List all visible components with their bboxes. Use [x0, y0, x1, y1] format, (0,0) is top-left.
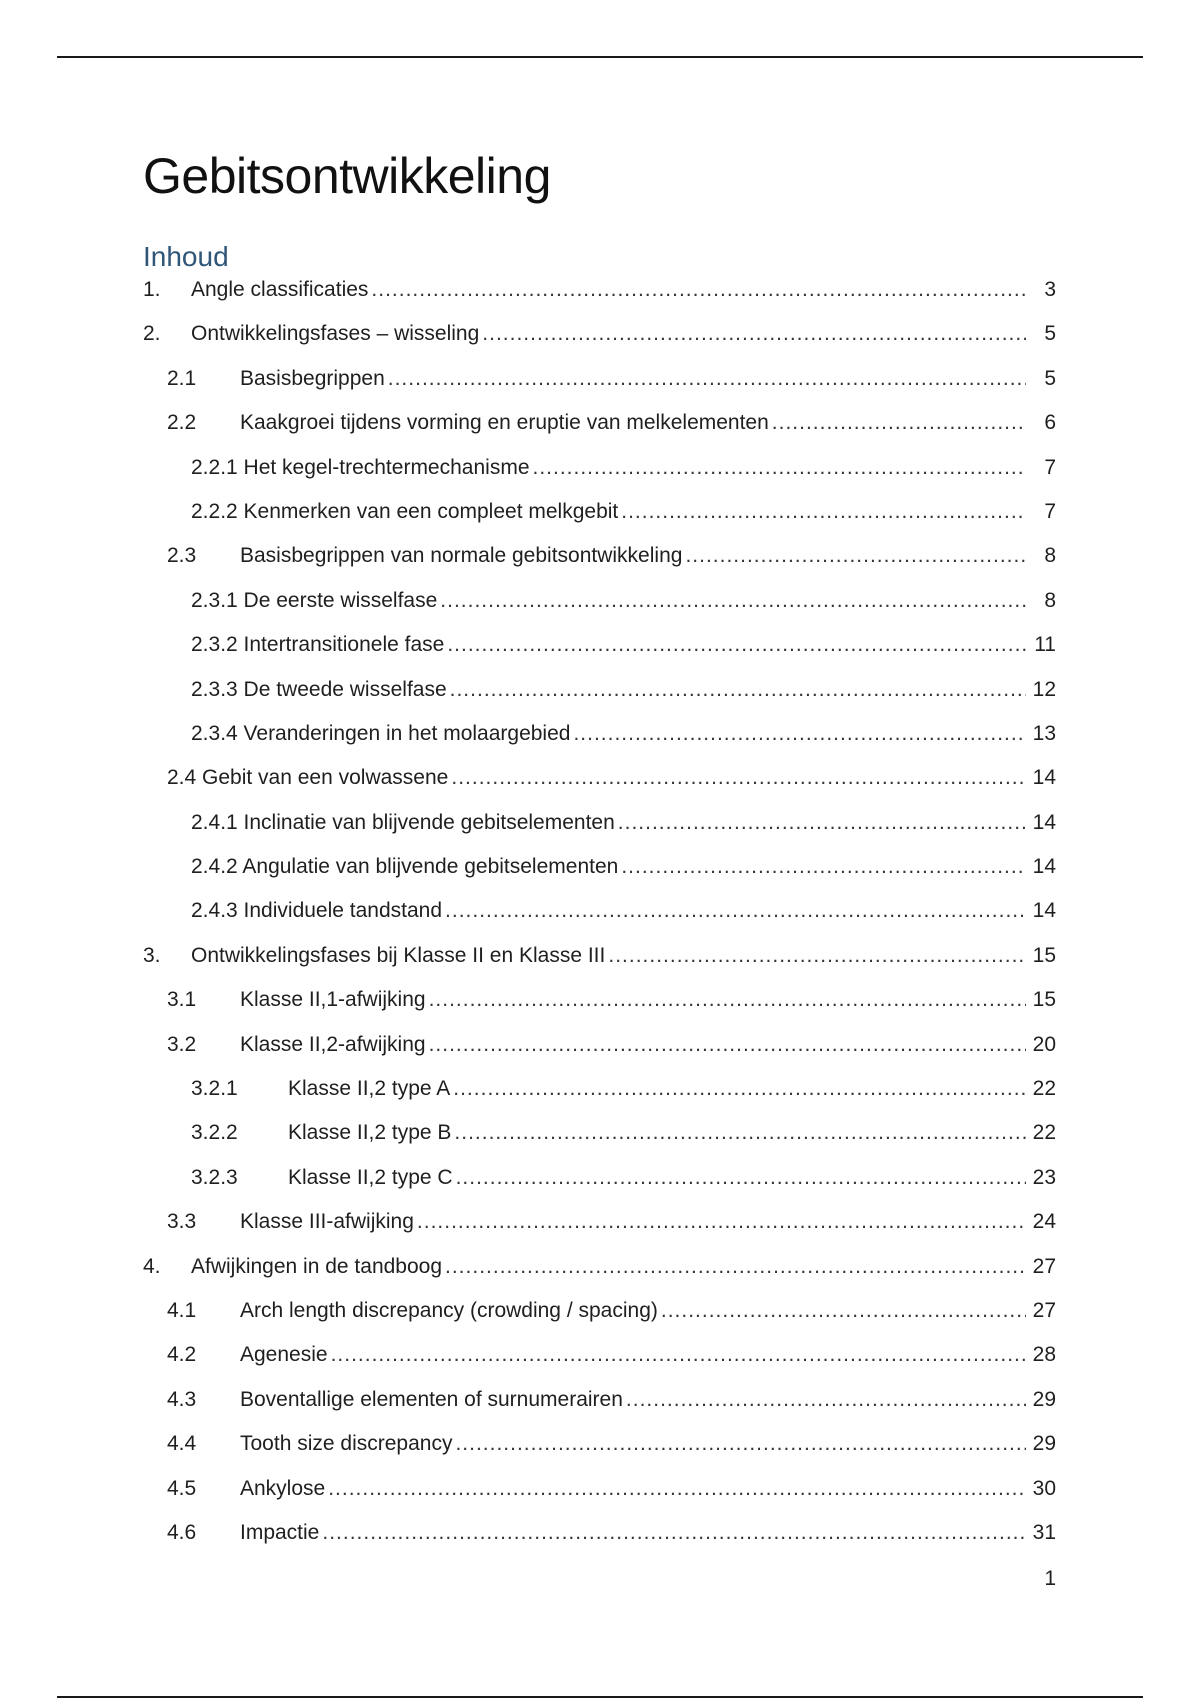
toc-entry[interactable] [143, 676, 1056, 720]
toc-entry-page: 15 [1032, 943, 1056, 967]
toc-entry-label: Angle classificaties [191, 278, 369, 301]
toc-entry-page: 5 [1044, 322, 1056, 346]
toc-entry[interactable] [143, 986, 1056, 1030]
toc-entry-page: 15 [1032, 988, 1056, 1012]
toc-entry-label: Afwijkingen in de tandboog [191, 1254, 443, 1278]
toc-entry-page: 7 [1044, 499, 1056, 523]
toc-entry-number: 2.2 [167, 411, 197, 435]
toc-leader [328, 1475, 1026, 1503]
toc-entry-number: 3.2.1 [191, 1077, 238, 1101]
toc-entry-page: 5 [1044, 366, 1056, 390]
toc-entry-label: 2.3.3 De tweede wisselfase [191, 677, 447, 701]
header-rule [57, 56, 1143, 58]
toc-entry-label: Agenesie [240, 1343, 328, 1367]
toc-leader [661, 1297, 1026, 1325]
toc-leader [456, 1164, 1026, 1192]
toc-entry-label: Ontwikkelingsfases bij Klasse II en Klasse III [191, 943, 606, 967]
toc-leader [618, 809, 1026, 837]
toc-entry-label: Klasse II,2 type B [288, 1121, 452, 1145]
toc-entry[interactable] [143, 498, 1056, 542]
toc-entry-number: 2.1 [167, 366, 197, 390]
toc-entry[interactable] [143, 542, 1056, 586]
toc-leader [440, 587, 1026, 615]
toc-leader [455, 1430, 1026, 1458]
toc-leader [417, 1208, 1026, 1236]
toc-entry-label: 2.4.1 Inclinatie van blijvende gebitselementen [191, 810, 615, 834]
toc-entry-label: Basisbegrippen van normale gebitsontwikkeling [240, 544, 683, 568]
toc-entry-page: 12 [1032, 677, 1056, 701]
toc-entry-label: 2.4.3 Individuele tandstand [191, 899, 443, 923]
toc-leader [608, 942, 1026, 970]
toc-entry-page: 8 [1044, 544, 1056, 568]
toc-entry[interactable] [143, 942, 1056, 986]
toc-entry-page: 3 [1044, 278, 1056, 301]
toc-entry-label: Kaakgroei tijdens vorming en eruptie van melkelementen [240, 411, 769, 435]
toc-entry-number: 3.2.2 [191, 1121, 238, 1145]
toc-entry[interactable] [143, 1075, 1056, 1119]
toc-entry-label: 2.2.1 Het kegel-trechtermechanisme [191, 455, 530, 479]
toc-entry[interactable] [143, 809, 1056, 853]
toc-entry-number: 4.3 [167, 1387, 197, 1411]
toc-entry-number: 2.3 [167, 544, 197, 568]
toc-entry-label: Arch length discrepancy (crowding / spacing) [240, 1298, 658, 1322]
toc-entry-label: Basisbegrippen [240, 366, 385, 390]
toc-leader [322, 1519, 1026, 1547]
toc-entry-label: Ontwikkelingsfases – wisseling [191, 322, 480, 346]
toc-entry-number: 4.2 [167, 1343, 197, 1367]
toc-entry-label: Tooth size discrepancy [240, 1432, 453, 1456]
toc-entry[interactable] [143, 454, 1056, 498]
toc-entry-number: 3.1 [167, 988, 197, 1012]
toc-entry-page: 7 [1044, 455, 1056, 479]
toc-leader [445, 1253, 1026, 1281]
toc-leader [626, 1386, 1026, 1414]
page-number: 1 [1044, 1567, 1056, 1590]
toc-entry-number: 3.2.3 [191, 1165, 238, 1189]
toc-entry-page: 28 [1032, 1343, 1056, 1367]
toc-leader [429, 1031, 1026, 1059]
toc-entry-number: 1. [143, 278, 161, 301]
document-title: Gebitsontwikkeling [143, 148, 551, 204]
toc-entry-page: 22 [1032, 1121, 1056, 1145]
toc-entry-label: Klasse II,2 type A [288, 1077, 451, 1101]
toc-leader [445, 897, 1026, 925]
toc-entry[interactable] [143, 320, 1056, 364]
toc-entry[interactable] [143, 1297, 1056, 1341]
toc-entry-page: 14 [1032, 766, 1056, 790]
toc-leader [429, 986, 1026, 1014]
toc-entry-number: 2. [143, 322, 161, 346]
toc-entry-page: 27 [1032, 1298, 1056, 1322]
toc-entry-page: 22 [1032, 1077, 1056, 1101]
toc-entry[interactable] [143, 1430, 1056, 1474]
toc-entry-number: 3. [143, 943, 161, 967]
toc-entry-label: 2.4 Gebit van een volwassene [167, 766, 449, 790]
toc-leader [454, 1119, 1026, 1147]
toc-leader [331, 1341, 1026, 1369]
toc-entry-label: Klasse II,1-afwijking [240, 988, 426, 1012]
toc-entry-page: 13 [1032, 721, 1056, 745]
toc-entry[interactable] [143, 853, 1056, 897]
toc-entry-label: 2.3.4 Veranderingen in het molaargebied [191, 721, 571, 745]
toc-entry-label: Klasse II,2-afwijking [240, 1032, 426, 1056]
toc-entry[interactable] [143, 587, 1056, 631]
toc-entry[interactable] [143, 1519, 1056, 1563]
toc-leader [451, 764, 1026, 792]
toc-entry-label: Ankylose [240, 1476, 326, 1500]
toc-entry[interactable] [143, 1475, 1056, 1519]
toc-entry-label: Klasse II,2 type C [288, 1165, 453, 1189]
toc-entry-label: Impactie [240, 1520, 320, 1544]
toc-entry-page: 24 [1032, 1210, 1056, 1234]
toc-heading: Inhoud [143, 241, 229, 272]
toc-entry-number: 3.2 [167, 1032, 197, 1056]
toc-entry-label: 2.4.2 Angulatie van blijvende gebitselementen [191, 855, 619, 879]
toc-entry-label: 2.2.2 Kenmerken van een compleet melkgebit [191, 499, 619, 523]
toc-entry-page: 8 [1044, 588, 1056, 612]
toc-entry-page: 29 [1032, 1432, 1056, 1456]
toc-entry[interactable] [143, 631, 1056, 675]
toc-entry-number: 3.3 [167, 1210, 197, 1234]
toc-entry[interactable] [143, 276, 1056, 320]
toc-entry[interactable] [143, 897, 1056, 941]
toc-entry-number: 4.4 [167, 1432, 197, 1456]
toc-entry-label: 2.3.1 De eerste wisselfase [191, 588, 438, 612]
toc-entry[interactable] [143, 1253, 1056, 1297]
toc-entry-label: Klasse III-afwijking [240, 1210, 414, 1234]
toc-entry-page: 23 [1032, 1165, 1056, 1189]
toc-entry[interactable] [143, 720, 1056, 764]
toc-entry[interactable] [143, 764, 1056, 808]
toc-entry-page: 11 [1034, 633, 1056, 657]
toc-entry-page: 14 [1032, 810, 1056, 834]
toc-entry-number: 4.6 [167, 1520, 197, 1544]
toc-leader [482, 320, 1026, 348]
toc-entry[interactable] [143, 1386, 1056, 1430]
toc-leader [453, 1075, 1026, 1103]
toc-entry-number: 4.1 [167, 1298, 197, 1322]
toc-entry-page: 27 [1032, 1254, 1056, 1278]
toc-entry-number: 4.5 [167, 1476, 197, 1500]
toc-entry-page: 6 [1044, 411, 1056, 435]
toc-entry-number: 4. [143, 1254, 161, 1278]
toc-entry[interactable] [143, 365, 1056, 409]
toc-entry-label: 2.3.2 Intertransitionele fase [191, 633, 445, 657]
toc-leader [621, 853, 1026, 881]
toc-entry-page: 30 [1032, 1476, 1056, 1500]
toc-entry[interactable] [143, 1119, 1056, 1163]
toc-leader [685, 542, 1026, 570]
toc-entry-page: 31 [1032, 1520, 1056, 1544]
footer-rule [57, 1696, 1143, 1698]
toc-entry[interactable] [143, 1341, 1056, 1385]
toc-entry[interactable] [143, 409, 1056, 453]
toc-leader [447, 631, 1026, 659]
toc-entry-page: 29 [1032, 1387, 1056, 1411]
toc-leader [388, 365, 1026, 393]
toc-entry[interactable] [143, 1208, 1056, 1252]
toc-entry-page: 14 [1032, 855, 1056, 879]
table-of-contents [143, 276, 1056, 1563]
toc-entry[interactable] [143, 1164, 1056, 1208]
toc-leader [371, 276, 1026, 304]
toc-leader [772, 409, 1026, 437]
toc-entry[interactable] [143, 1031, 1056, 1075]
toc-leader [450, 676, 1026, 704]
toc-leader [573, 720, 1026, 748]
toc-entry-page: 14 [1032, 899, 1056, 923]
toc-entry-label: Boventallige elementen of surnumerairen [240, 1387, 623, 1411]
toc-leader [533, 454, 1027, 482]
toc-entry-page: 20 [1032, 1032, 1056, 1056]
toc-leader [621, 498, 1026, 526]
